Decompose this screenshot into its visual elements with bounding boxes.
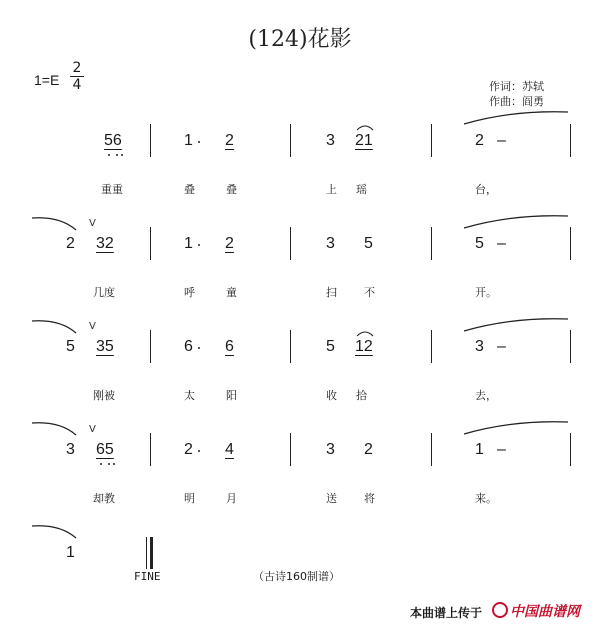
- note: 2: [225, 132, 234, 149]
- slur-arc: [355, 122, 375, 132]
- barline: [431, 124, 432, 157]
- lyric: 却教: [93, 492, 115, 505]
- lyric: 将: [364, 492, 375, 505]
- lyric: 童: [226, 286, 237, 299]
- note: 4: [225, 441, 234, 458]
- barline: [431, 330, 432, 363]
- note: 1: [184, 132, 193, 149]
- final-barline-thin: [146, 537, 147, 569]
- barline: [150, 433, 151, 466]
- note: 5: [326, 338, 335, 355]
- note: 56: [104, 132, 122, 149]
- note: 2: [475, 132, 484, 149]
- logo-icon: [492, 602, 508, 618]
- breath-mark: V: [89, 424, 96, 435]
- lyric: 瑶: [356, 183, 367, 196]
- note: 21: [355, 132, 373, 149]
- site-logo-text: 中国曲谱网: [510, 604, 580, 620]
- lyric: 扫: [326, 286, 337, 299]
- tie-arc: [462, 315, 572, 335]
- note: 2: [225, 235, 234, 252]
- barline: [150, 124, 151, 157]
- maker-credit: （古诗160制谱）: [253, 570, 340, 583]
- dash: –: [497, 441, 506, 458]
- slur-arc: [355, 328, 375, 338]
- tie-arc: [30, 317, 80, 337]
- lyric: 叠: [226, 183, 237, 196]
- barline: [570, 227, 571, 260]
- barline: [570, 330, 571, 363]
- tie-arc: [30, 214, 80, 234]
- note: 3: [326, 235, 335, 252]
- lyric: 去，: [475, 389, 497, 402]
- octave-dot: [198, 244, 200, 246]
- note: 35: [96, 338, 114, 355]
- note: 65: [96, 441, 114, 458]
- tie-arc: [462, 418, 572, 438]
- tie-arc: [462, 212, 572, 232]
- lyric: 明: [184, 492, 195, 505]
- lyric: 送: [326, 492, 337, 505]
- lyric: 拾: [356, 389, 367, 402]
- note: 3: [475, 338, 484, 355]
- lyric: 台，: [475, 183, 497, 196]
- time-signature-bottom: 4: [72, 77, 82, 93]
- barline: [290, 330, 291, 363]
- barline: [150, 330, 151, 363]
- barline: [290, 227, 291, 260]
- dash: –: [497, 132, 506, 149]
- lyric: 太: [184, 389, 195, 402]
- octave-dot: [113, 463, 115, 465]
- final-barline-thick: [150, 537, 153, 569]
- lyric: 重重: [101, 183, 123, 196]
- tie-arc: [30, 522, 80, 542]
- lyric: 呼: [184, 286, 195, 299]
- key-signature: 1=E: [34, 72, 60, 88]
- lyric: 几度: [93, 286, 115, 299]
- note: 5: [475, 235, 484, 252]
- fine-label: FINE: [134, 570, 161, 583]
- octave-dot: [198, 450, 200, 452]
- composer-credit: 作曲：阎勇: [489, 95, 544, 108]
- note: 1: [66, 544, 75, 561]
- note: 2: [364, 441, 373, 458]
- octave-dot: [108, 463, 110, 465]
- upload-footer: 本曲谱上传于: [410, 606, 483, 620]
- note: 2: [66, 235, 75, 252]
- lyric: 月: [226, 492, 237, 505]
- note: 3: [326, 441, 335, 458]
- note: 3: [66, 441, 75, 458]
- barline: [290, 433, 291, 466]
- note: 3: [326, 132, 335, 149]
- octave-dot: [108, 154, 110, 156]
- lyricist-credit: 作词：苏轼: [489, 80, 544, 93]
- barline: [431, 227, 432, 260]
- breath-mark: V: [89, 218, 96, 229]
- lyric: 上: [326, 183, 337, 196]
- note: 5: [364, 235, 373, 252]
- octave-dot: [100, 463, 102, 465]
- tie-arc: [30, 419, 80, 439]
- barline: [290, 124, 291, 157]
- lyric: 开。: [475, 286, 497, 299]
- time-signature-top: 2: [72, 60, 82, 76]
- breath-mark: V: [89, 321, 96, 332]
- note: 32: [96, 235, 114, 252]
- barline: [570, 124, 571, 157]
- barline: [150, 227, 151, 260]
- note: 2: [184, 441, 193, 458]
- page-title: (124)花影: [248, 27, 352, 52]
- barline: [570, 433, 571, 466]
- barline: [431, 433, 432, 466]
- lyric: 收: [326, 389, 337, 402]
- note: 5: [66, 338, 75, 355]
- tie-arc: [462, 108, 572, 128]
- time-signature: [70, 60, 84, 93]
- lyric: 来。: [475, 492, 497, 505]
- octave-dot: [121, 154, 123, 156]
- note: 12: [355, 338, 373, 355]
- lyric: 阳: [226, 389, 237, 402]
- octave-dot: [198, 141, 200, 143]
- note: 6: [184, 338, 193, 355]
- lyric: 叠: [184, 183, 195, 196]
- note: 6: [225, 338, 234, 355]
- note: 1: [475, 441, 484, 458]
- octave-dot: [116, 154, 118, 156]
- lyric: 刚被: [93, 389, 115, 402]
- site-logo[interactable]: [492, 601, 580, 621]
- note: 1: [184, 235, 193, 252]
- dash: –: [497, 338, 506, 355]
- octave-dot: [198, 347, 200, 349]
- lyric: 不: [364, 286, 375, 299]
- dash: –: [497, 235, 506, 252]
